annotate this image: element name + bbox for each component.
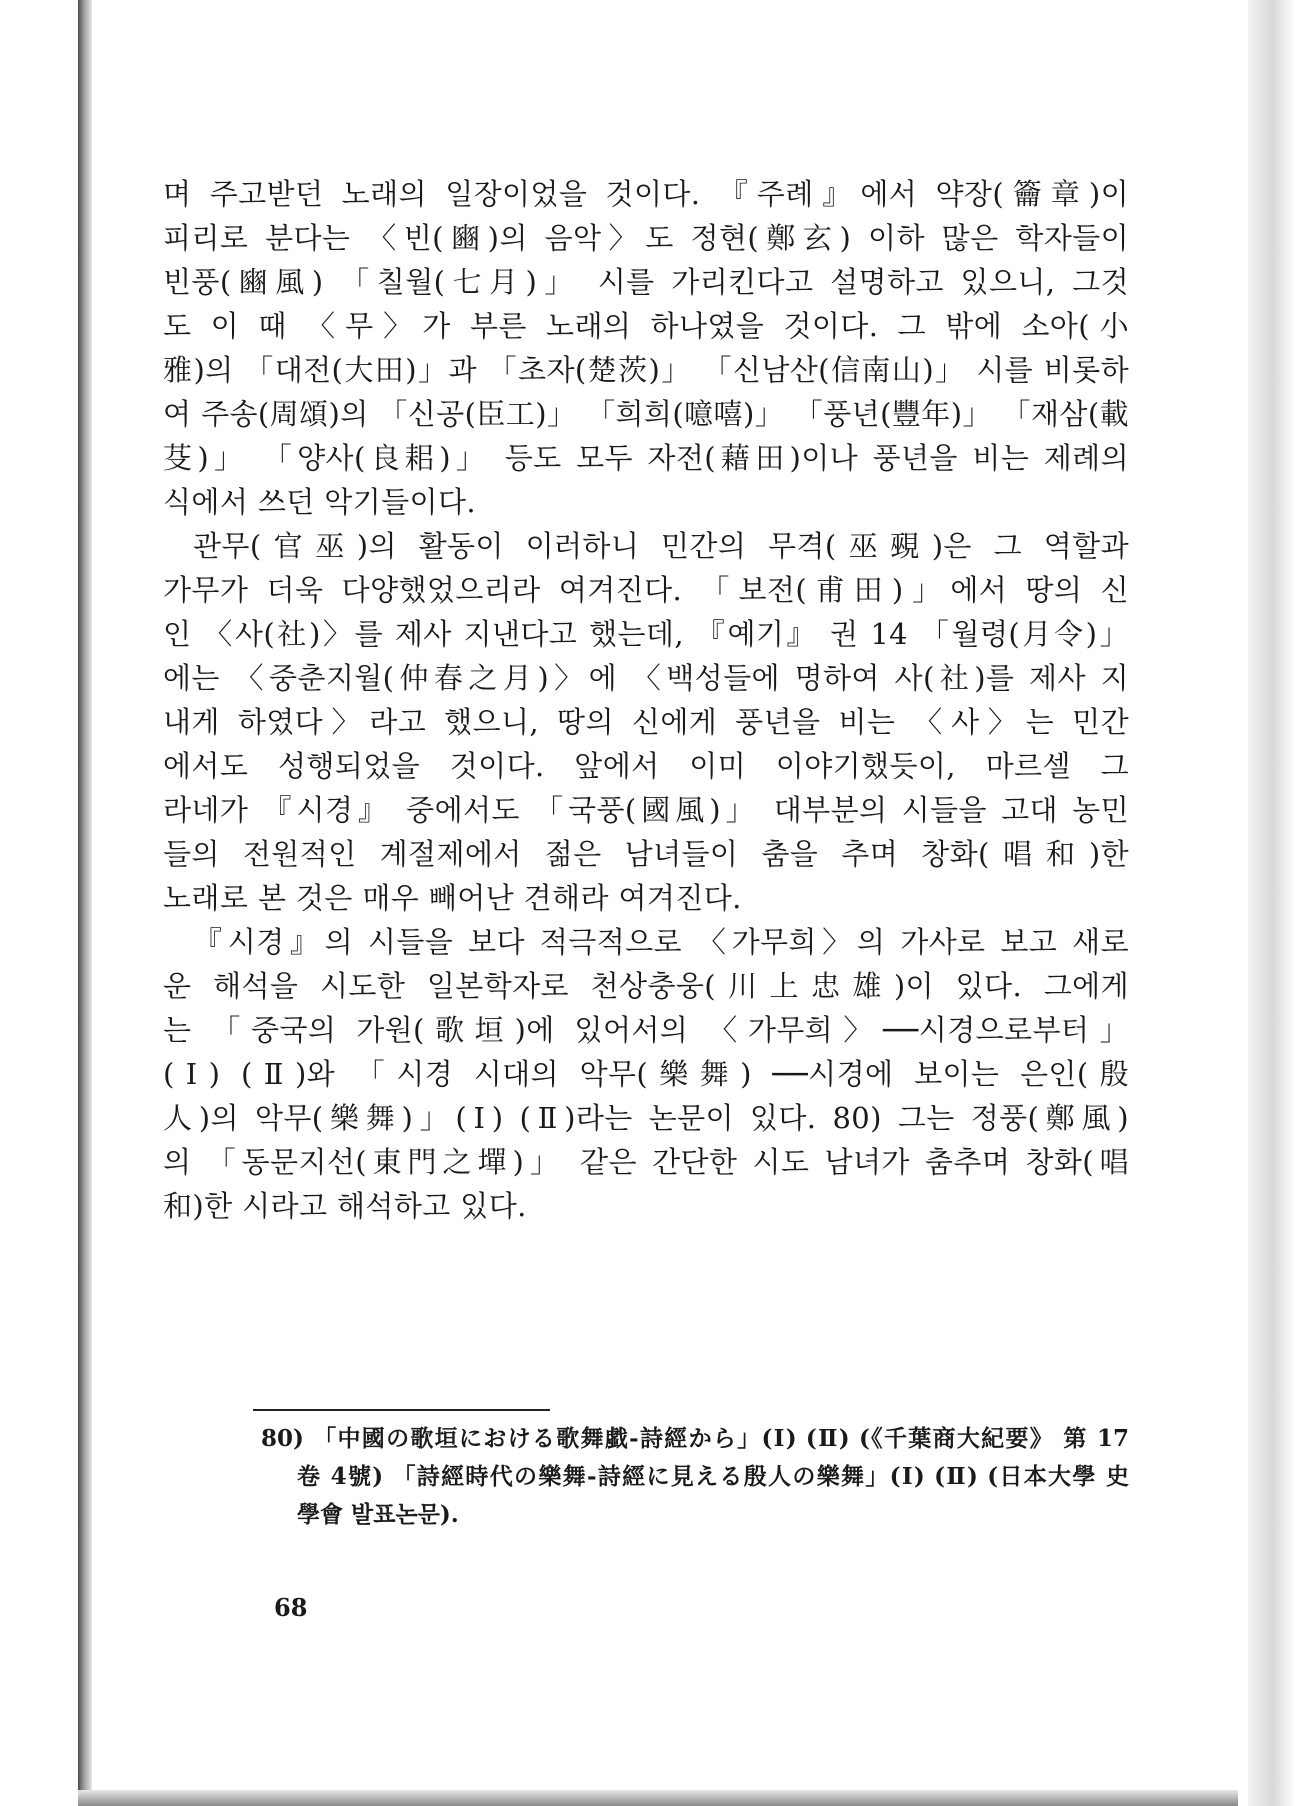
text-line: (Ⅰ) (Ⅱ)와 「시경 시대의 악무(樂舞) ──시경에 보이는 은인(殷	[163, 1057, 1129, 1091]
text-line: 들의 전원적인 계절제에서 젊은 남녀들이 춤을 추며 창화(唱和)한	[163, 837, 1129, 871]
book-spine-shadow	[78, 0, 92, 1806]
text-line: 의 「동문지선(東門之墠)」 같은 간단한 시도 남녀가 춤추며 창화(唱	[163, 1145, 1129, 1179]
text-line: 도 이 때 〈무〉가 부른 노래의 하나였을 것이다. 그 밖에 소아(小	[163, 309, 1129, 343]
text-line: 라네가 『시경』 중에서도 「국풍(國風)」 대부분의 시들을 고대 농민	[163, 793, 1129, 827]
text-line: 피리로 분다는 〈빈(豳)의 음악〉도 정현(鄭玄) 이하 많은 학자들이	[163, 221, 1129, 255]
text-line: 人)의 악무(樂舞)」(Ⅰ) (Ⅱ)라는 논문이 있다. 80) 그는 정풍(鄭風)	[163, 1101, 1129, 1135]
body-text	[163, 172, 1129, 1228]
text-line: 며 주고받던 노래의 일장이었을 것이다. 『주례』에서 약장(籥章)이	[163, 177, 1129, 211]
page-edge-bottom	[78, 1790, 1238, 1806]
text-line: 식에서 쓰던 악기들이다.	[163, 485, 476, 519]
text-line: 는 「중국의 가원(歌垣)에 있어서의 〈가무희〉──시경으로부터」	[163, 1013, 1129, 1047]
footnote-line: 學會 발표논문).	[297, 1501, 459, 1528]
text-line: 에는 〈중춘지월(仲春之月)〉에 〈백성들에 명하여 사(社)를 제사 지	[163, 661, 1129, 695]
text-line: 운 해석을 시도한 일본학자로 천상충웅(川上忠雄)이 있다. 그에게	[163, 969, 1129, 1003]
footnotes	[163, 1420, 1129, 1534]
text-line: 『시경』의 시들을 보다 적극적으로 〈가무희〉의 가사로 보고 새로	[193, 925, 1129, 959]
footnote-line: 卷 4號) 「詩經時代の樂舞-詩經に見える殷人の樂舞」(Ⅰ) (Ⅱ) (日本大學 史	[297, 1463, 1129, 1490]
text-line: 인 〈사(社)〉를 제사 지낸다고 했는데, 『예기』 권 14 「월령(月令)」	[163, 617, 1129, 651]
text-line: 에서도 성행되었을 것이다. 앞에서 이미 이야기했듯이, 마르셀 그	[163, 749, 1129, 783]
text-line: 내게 하였다〉라고 했으니, 땅의 신에게 풍년을 비는 〈사〉는 민간	[163, 705, 1129, 739]
page-number: 68	[274, 1593, 308, 1622]
footnote-line: 80) 「中國の歌垣における歌舞戱-詩經から」(Ⅰ) (Ⅱ) (《千葉商大紀要》 第 17	[261, 1425, 1129, 1452]
footnote-divider	[253, 1409, 550, 1411]
text-line: 雅)의 「대전(大田)」과 「초자(楚茨)」 「신남산(信南山)」 시를 비롯하	[163, 353, 1129, 387]
text-line: 가무가 더욱 다양했었으리라 여겨진다. 「보전(甫田)」에서 땅의 신	[163, 573, 1129, 607]
text-line: 芟)」 「양사(良耜)」 등도 모두 자전(藉田)이나 풍년을 비는 제례의	[163, 441, 1129, 475]
page-edge-right	[1248, 0, 1296, 1806]
text-line: 노래로 본 것은 매우 빼어난 견해라 여겨진다.	[163, 881, 742, 915]
text-line: 和)한 시라고 해석하고 있다.	[163, 1189, 527, 1223]
text-line: 관무(官巫)의 활동이 이러하니 민간의 무격(巫覡)은 그 역할과	[193, 529, 1129, 563]
text-line: 여 주송(周頌)의 「신공(臣工)」 「희희(噫嘻)」 「풍년(豐年)」 「재삼(載	[163, 397, 1129, 431]
text-line: 빈풍(豳風) 「칠월(七月)」 시를 가리킨다고 설명하고 있으니, 그것	[163, 265, 1129, 299]
